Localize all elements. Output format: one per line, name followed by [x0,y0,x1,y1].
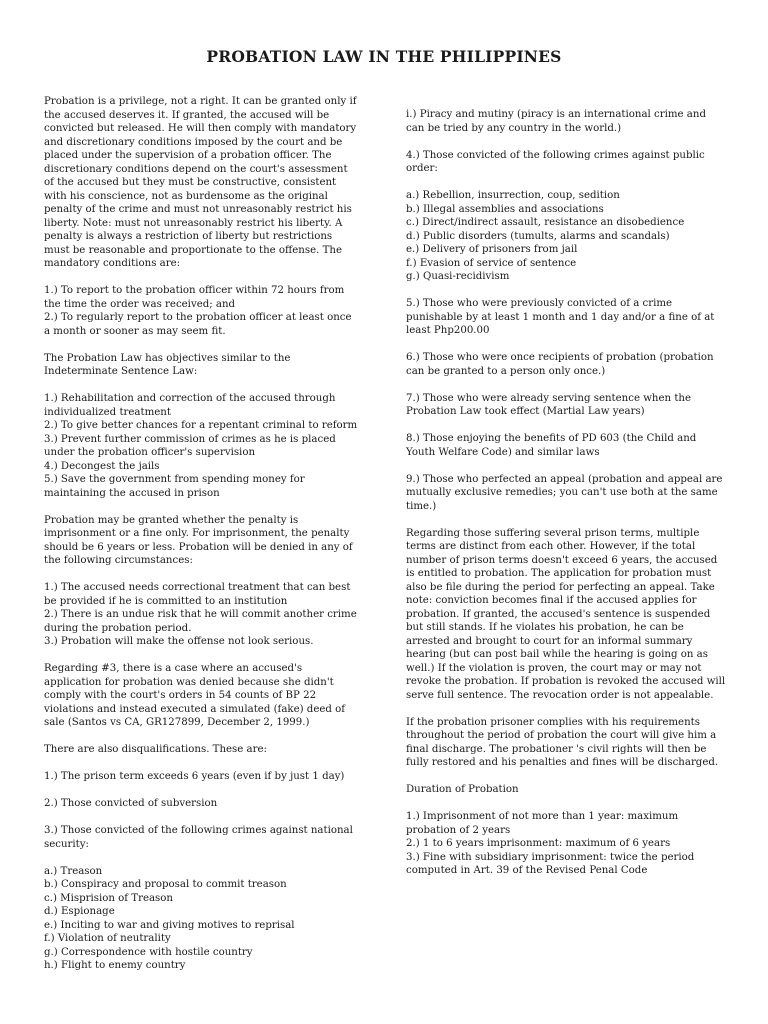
disqualification-item: 5.) Those who were previously convicted of a crime punishable by at least 1 month and 1 day and/or a fine of at least Php200.00 [406,298,715,336]
list-item: 3.) Fine with subsidiary imprisonment: twice the period computed in Art. 39 of the Revised Penal Code [406,851,695,876]
list-item: f.) Violation of neutrality [44,933,171,944]
list-item: c.) Direct/indirect assault, resistance an disobedience [406,217,685,228]
list-item: a.) Treason [44,865,103,877]
list-item: 4.) Decongest the jails [44,460,160,472]
disqualification-item: 4.) Those convicted of the following crimes against public order: [406,149,705,174]
duration-list [406,810,726,878]
list-item: 3.) Probation will make the offense not look serious. [44,636,314,647]
discharge-paragraph: If the probation prisoner complies with his requirements throughout the period of probation the court will give him a final discharge. The probationer 's civil rights will then be fully restored and his penalties and fines will be discharged. [406,716,719,768]
list-item: 1.) To report to the probation officer within 72 hours from the time the order was received; and [44,285,345,310]
list-item: 2.) 1 to 6 years imprisonment: maximum of 6 years [406,838,671,849]
list-item: b.) Conspiracy and proposal to commit treason [44,879,287,890]
objectives-intro: The Probation Law has objectives similar to the Indeterminate Sentence Law: [44,352,291,377]
list-item: 1.) Imprisonment of not more than 1 year: maximum probation of 2 years [406,811,679,836]
list-item: 1.) The accused needs correctional treatment that can best be provided if he is committed to an institution [44,582,351,607]
prison-terms-paragraph: Regarding those suffering several prison terms, multiple terms are distinct from each other. However, if the total number of prison terms doesn't exceed 6 years, the accused is entitled to probation. The application for probation must also be file during the period for perfecting an appeal. Take note: conviction becomes final if the accused applies for probation. If granted, the accused's sentence is suspended but still stands. If he violates his probation, he can be arrested and brought to court for an informal summary hearing (but can post bail while the hearing is going on as well.) If the violation is proven, the court may or may not revoke the probation. If probation is revoked the accused will serve full sentence. The revocation order is not appealable. [406,527,726,701]
list-item: e.) Delivery of prisoners from jail [406,244,578,255]
disqualification-item: 8.) Those enjoying the benefits of PD 603 (the Child and Youth Welfare Code) and similar laws [406,433,697,458]
disqualification-item: 1.) The prison term exceeds 6 years (even if by just 1 day) [44,771,345,782]
objectives-list [44,392,359,500]
right-column [406,108,726,891]
list-item: 2.) To give better chances for a repentant criminal to reform [44,420,358,431]
list-item: d.) Espionage [44,906,115,917]
list-item: 5.) Save the government from spending money for maintaining the accused in prison [44,474,305,499]
left-column [44,95,359,986]
list-item: e.) Inciting to war and giving motives to reprisal [44,919,295,931]
national-security-crimes-list [44,865,359,973]
list-item: 2.) To regularly report to the probation officer at least once a month or sooner as may seem fit. [44,312,352,337]
list-item: a.) Rebellion, insurrection, coup, sedition [406,190,620,201]
case-note-paragraph: Regarding #3, there is a case where an accused's application for probation was denied because she didn't comply with the court's orders in 54 counts of BP 22 violations and instead executed a simulated (fake) deed of sale (Santos vs CA, GR127899, December 2, 1999.) [44,663,346,728]
disqualification-item: 2.) Those convicted of subversion [44,798,218,809]
list-item: g.) Correspondence with hostile country [44,946,253,958]
disqualification-item: 6.) Those who were once recipients of probation (probation can be granted to a person only once.) [406,352,714,377]
list-item: f.) Evasion of service of sentence [406,257,577,269]
list-item: 2.) There is an undue risk that he will commit another crime during the probation period. [44,609,357,634]
denial-intro: Probation may be granted whether the penalty is imprisonment or a fine only. For imprisonment, the penalty should be 6 years or less. Probation will be denied in any of the following circumstances: [44,514,353,566]
intro-paragraph: Probation is a privilege, not a right. It can be granted only if the accused deserves it. If granted, the accused will be convicted but released. He will then comply with mandatory and discretionary conditions imposed by the court and be placed under the supervision of a probation officer. The discretionary conditions depend on the court's assessment of the accused but they must be constructive, consistent with his conscience, not as burdensome as the original penalty of the crime and must not unreasonably restrict his liberty. Note: must not unreasonably restrict his liberty. A penalty is always a restriction of liberty but restrictions must be reasonable and proportionate to the offense. The mandatory conditions are: [44,96,357,269]
list-item: 3.) Prevent further commission of crimes as he is placed under the probation officer's supervision [44,433,336,458]
list-item: i.) Piracy and mutiny (piracy is an international crime and can be tried by any country in the world.) [406,109,706,134]
disqualification-item: 9.) Those who perfected an appeal (probation and appeal are mutually exclusive remedies; you can't use both at the same time.) [406,473,723,512]
disqualifications-intro: There are also disqualifications. These are: [44,744,267,755]
duration-heading: Duration of Probation [406,784,519,795]
list-item: b.) Illegal assemblies and associations [406,203,604,215]
disqualification-item: 3.) Those convicted of the following crimes against national security: [44,825,353,850]
list-item: h.) Flight to enemy country [44,960,186,971]
disqualification-item: 7.) Those who were already serving sentence when the Probation Law took effect (Martial Law years) [406,392,692,417]
public-order-crimes-list [406,189,726,284]
list-item: g.) Quasi-recidivism [406,271,510,282]
list-item: c.) Misprision of Treason [44,892,173,904]
list-item: 1.) Rehabilitation and correction of the accused through individualized treatment [44,393,336,418]
mandatory-conditions-list [44,284,359,338]
page-title: PROBATION LAW IN THE PHILIPPINES [206,47,562,66]
list-item: d.) Public disorders (tumults, alarms and scandals) [406,230,670,242]
denial-circumstances-list [44,581,359,649]
